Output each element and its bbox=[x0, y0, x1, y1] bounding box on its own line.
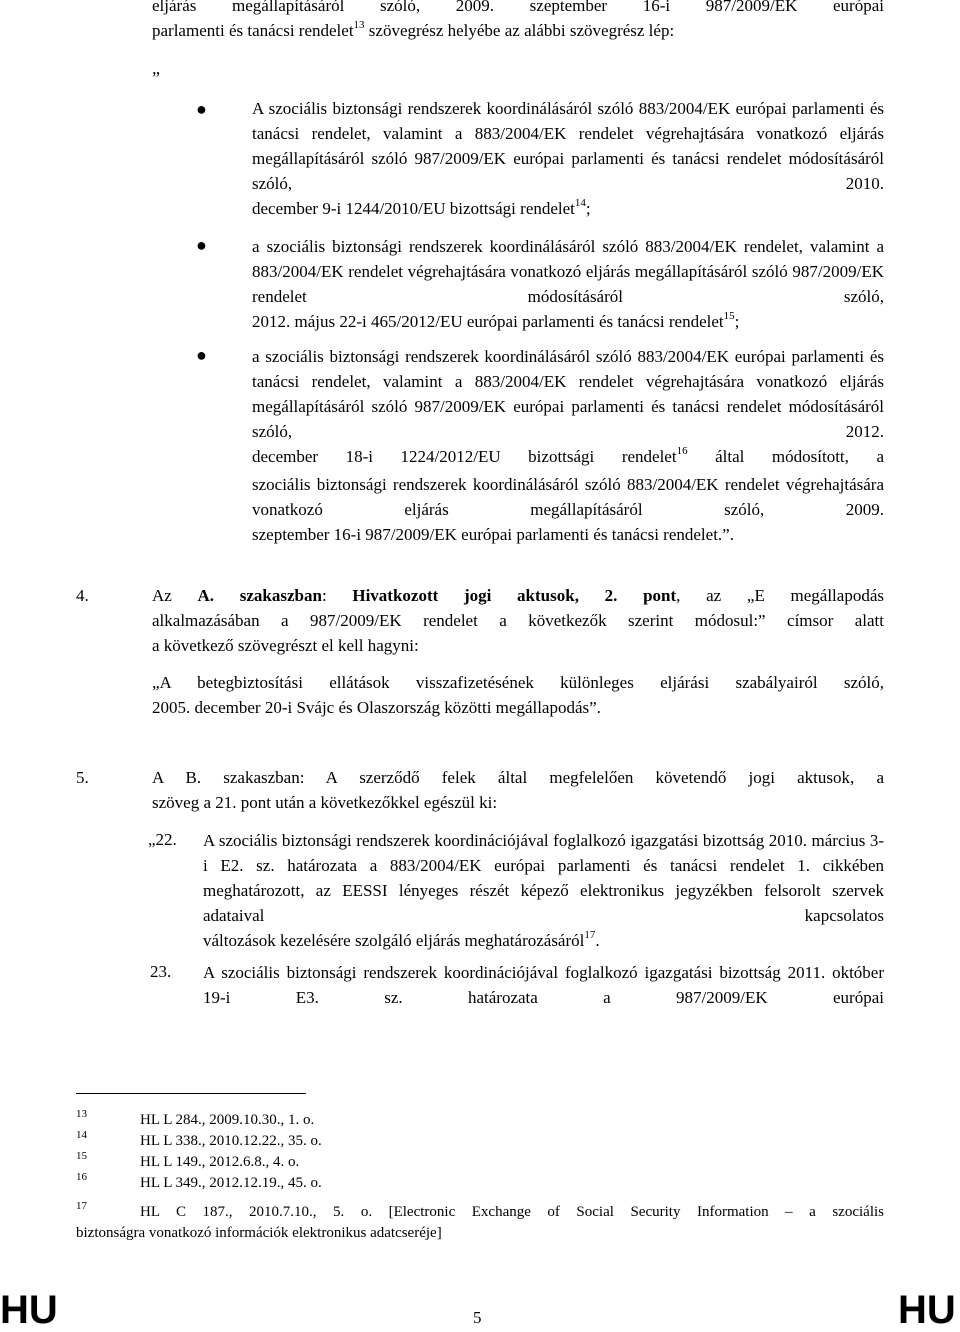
bullet-1-body: A szociális biztonsági rendszerek koordinálásáról szóló 883/2004/EK európai parlamenti és tanácsi rendelet, valamint a 883/2004/EK rendelet végrehajtására vonatkozó eljárás megállapításáról szóló 987/2009/EK európai parlamenti és tanácsi rendelet módosításáról szóló, 2010. bbox=[252, 99, 884, 193]
footnote-ref-16[interactable]: 16 bbox=[676, 445, 688, 457]
item-4-quote-1: „A betegbiztosítási ellátások visszafizetésének különleges eljárási szabályairól szóló, bbox=[152, 673, 884, 692]
bullet-1-icon: ● bbox=[196, 99, 207, 119]
bullet-3-body-1: a szociális biztonsági rendszerek koordinálásáról szóló 883/2004/EK európai parlamenti és tanácsi rendelet, valamint a 883/2004/EK rendelet végrehajtására vonatkozó eljárás megállapításáról szóló 987/2009/EK európai parlamenti és tanácsi rendelet módosításáról szóló, 2012. bbox=[252, 347, 884, 441]
bullet-2-end: ; bbox=[734, 312, 740, 331]
footnote-14-number: 14 bbox=[76, 1129, 87, 1141]
bullet-3-mid-rest: által módosított, a bbox=[687, 447, 884, 466]
opening-quote: ” bbox=[152, 68, 160, 88]
top-line-2-text: parlamenti és tanácsi rendelet bbox=[152, 21, 354, 40]
footnote-16-number: 16 bbox=[76, 1171, 87, 1183]
footnote-ref-15[interactable]: 15 bbox=[723, 310, 735, 322]
bullet-3-text bbox=[252, 344, 884, 547]
point-22-last: változások kezelésére szolgáló eljárás meghatározásáról bbox=[203, 931, 585, 950]
footnote-ref-14[interactable]: 14 bbox=[574, 197, 586, 209]
item-4-line-2: alkalmazásában a 987/2009/EK rendelet a következők szerint módosul:” címsor alatt bbox=[152, 611, 884, 630]
item-4-quote-2: 2005. december 20-i Svájc és Olaszország közötti megállapodás”. bbox=[152, 698, 601, 717]
item-4-colon: : bbox=[321, 586, 353, 605]
item-4-pont: pont bbox=[643, 586, 677, 605]
footnote-ref-13[interactable]: 13 bbox=[353, 19, 365, 31]
item-4-number: 4. bbox=[76, 586, 89, 605]
bullet-3-icon: ● bbox=[196, 345, 207, 365]
footnote-13-text: HL L 284., 2009.10.30., 1. o. bbox=[140, 1112, 315, 1128]
top-line-2-rest: szövegrész helyébe az alábbi szövegrész lép: bbox=[364, 21, 675, 40]
point-22-body: A szociális biztonsági rendszerek koordinációjával foglalkozó igazgatási bizottság 2010. március 3-i E2. sz. határozata a 883/2004/EK európai parlamenti és tanácsi rendelet 1. cikkében meghatározott, az EESSI lényeges részét képező elektronikus jegyzékben felsorolt szervek adataival kapcsolatos bbox=[203, 831, 884, 925]
point-22-number: „22. bbox=[148, 830, 177, 849]
point-22-text bbox=[203, 828, 884, 956]
item-4-rest: , az „E megállapodás bbox=[676, 586, 884, 605]
bullet-2-icon: ● bbox=[196, 235, 207, 255]
footnote-13-number: 13 bbox=[76, 1108, 87, 1120]
footnote-15-number: 15 bbox=[76, 1150, 87, 1162]
bullet-1-last: december 9-i 1244/2010/EU bizottsági rendelet bbox=[252, 199, 575, 218]
item-4-line-3: a következő szövegrészt el kell hagyni: bbox=[152, 636, 419, 655]
item-4-szakaszban: szakaszban bbox=[239, 586, 322, 605]
footer-language-right: HU bbox=[898, 1288, 956, 1332]
bullet-1-end: ; bbox=[585, 199, 591, 218]
top-line-1: eljárás megállapításáról szóló, 2009. szeptember 16-i 987/2009/EK európai bbox=[152, 0, 884, 15]
item-4-space bbox=[214, 586, 240, 605]
bullet-1-text bbox=[252, 96, 884, 224]
page-number: 5 bbox=[473, 1308, 482, 1327]
footnote-16-text: HL L 349., 2012.12.19., 45. o. bbox=[140, 1175, 322, 1191]
bullet-2-text bbox=[252, 234, 884, 337]
bullet-3-mid bbox=[252, 444, 884, 472]
footnote-ref-17[interactable]: 17 bbox=[584, 929, 596, 941]
item-4-section-a: A. bbox=[197, 586, 215, 605]
bullet-3-mid-text: december 18-i 1224/2012/EU bizottsági rendelet bbox=[252, 447, 677, 466]
point-22-end: . bbox=[595, 931, 600, 950]
footnote-separator bbox=[76, 1093, 306, 1094]
item-5-number: 5. bbox=[76, 768, 89, 787]
bullet-3-body-2: szociális biztonsági rendszerek koordinálásáról szóló 883/2004/EK rendelet végrehajtására vonatkozó eljárás megállapításáról szóló, 2009. bbox=[252, 475, 884, 519]
footnote-17-line-2: biztonságra vonatkozó információk elektronikus adatcseréje] bbox=[76, 1225, 442, 1241]
point-23-number: 23. bbox=[150, 962, 172, 981]
item-5-line-1: A B. szakaszban: A szerződő felek által megfelelően követendő jogi aktusok, a bbox=[152, 768, 884, 787]
bullet-2-last: 2012. május 22-i 465/2012/EU európai parlamenti és tanácsi rendelet bbox=[252, 312, 724, 331]
bullet-3-last: szeptember 16-i 987/2009/EK európai parlamenti és tanácsi rendelet.”. bbox=[252, 525, 734, 544]
point-23-text bbox=[203, 960, 884, 1010]
footnote-15-text: HL L 149., 2012.6.8., 4. o. bbox=[140, 1154, 300, 1170]
footnote-17-line-1: HL C 187., 2010.7.10., 5. o. [Electronic Exchange of Social Security Information – a szociális bbox=[140, 1204, 884, 1220]
item-5-line-2: szöveg a 21. pont után a következőkkel egészül ki: bbox=[152, 793, 498, 812]
footer-language-left: HU bbox=[0, 1288, 58, 1332]
point-23-body: A szociális biztonsági rendszerek koordinációjával foglalkozó igazgatási bizottság 2011. október 19-i E3. sz. határozata a 987/2009/EK európai bbox=[203, 963, 884, 1007]
item-4-heading: Hivatkozott jogi aktusok, 2. bbox=[352, 586, 618, 605]
item-4-az: Az bbox=[152, 586, 198, 605]
top-line-2 bbox=[152, 21, 674, 41]
footnote-17-number: 17 bbox=[76, 1200, 87, 1212]
item-4-line-1 bbox=[152, 586, 884, 606]
bullet-2-body: a szociális biztonsági rendszerek koordinálásáról szóló 883/2004/EK rendelet, valamint a 883/2004/EK rendelet végrehajtására vonatkozó eljárás megállapításáról szóló 987/2009/EK rendelet módosításáról szóló, bbox=[252, 237, 884, 306]
footnote-14-text: HL L 338., 2010.12.22., 35. o. bbox=[140, 1133, 322, 1149]
item-4-space-2 bbox=[617, 586, 643, 605]
